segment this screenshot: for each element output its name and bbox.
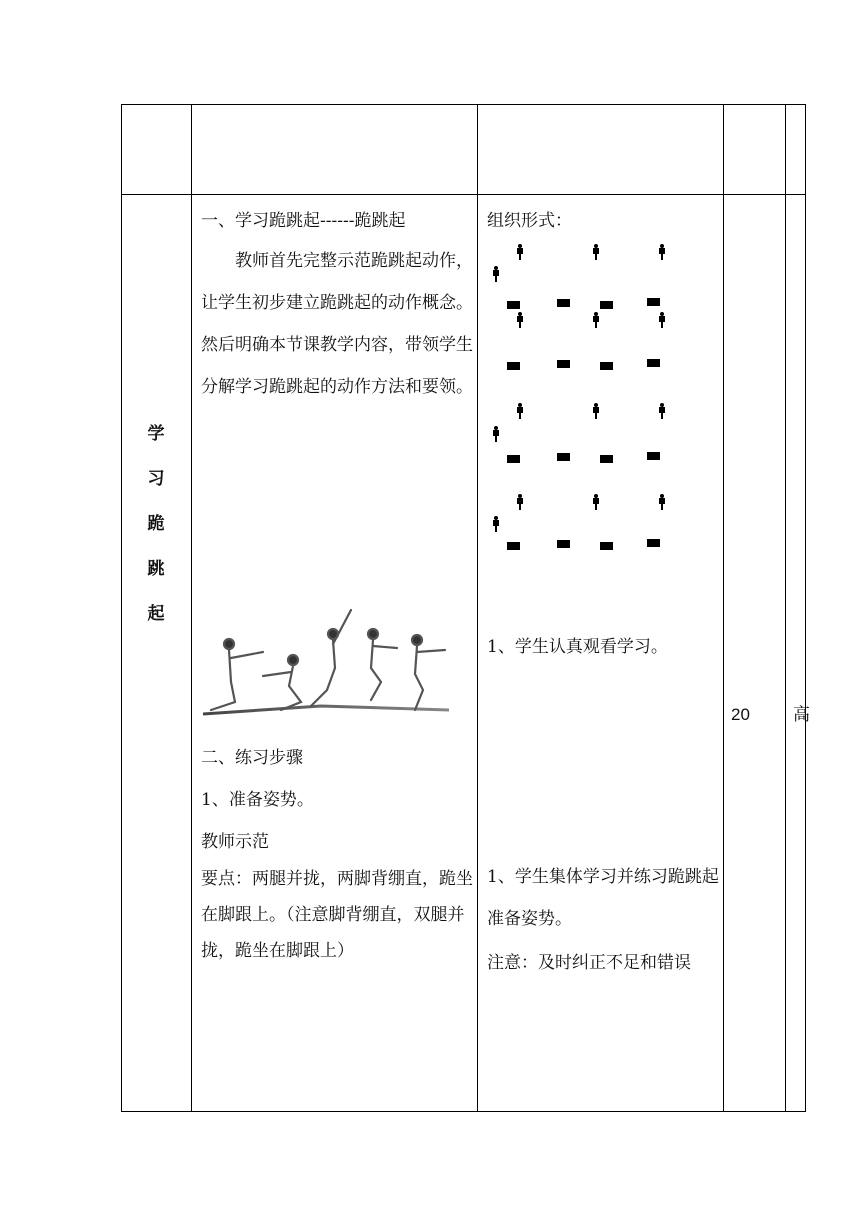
intro-paragraph: 教师首先完整示范跪跳起动作，让学生初步建立跪跳起的动作概念。然后明确本节课教学内容，带领学生分解学习跪跳起的动作方法和要领。 bbox=[201, 251, 473, 397]
mat-icon bbox=[507, 542, 520, 550]
student-icon bbox=[593, 244, 599, 260]
step-1: 1、准备姿势。 bbox=[201, 790, 314, 810]
lesson-table bbox=[121, 104, 810, 1112]
student-icon bbox=[517, 312, 523, 328]
student-icon bbox=[659, 244, 665, 260]
mat-icon bbox=[557, 360, 570, 368]
student-icon bbox=[593, 312, 599, 328]
mat-icon bbox=[557, 540, 570, 548]
student-icon bbox=[593, 403, 599, 419]
practice-note: 1、学生集体学习并练习跪跳起准备姿势。 bbox=[487, 867, 719, 929]
section-title-char: 起 bbox=[147, 604, 165, 624]
student-icon bbox=[517, 494, 523, 510]
mat-icon bbox=[647, 359, 660, 367]
section-title-char: 学 bbox=[147, 424, 165, 444]
student-icon bbox=[593, 494, 599, 510]
section-title bbox=[121, 412, 191, 637]
mat-icon bbox=[507, 301, 520, 309]
mat-icon bbox=[600, 455, 613, 463]
observe-note: 1、学生认真观看学习。 bbox=[487, 637, 668, 657]
key-points: 要点：两腿并拢，两脚背绷直，跪坐在脚跟上。（注意脚背绷直，双腿并拢，跪坐在脚跟上） bbox=[201, 869, 473, 961]
duration-value: 20 bbox=[731, 705, 750, 724]
student-icon bbox=[493, 426, 499, 442]
mat-icon bbox=[647, 539, 660, 547]
mat-icon bbox=[507, 455, 520, 463]
student-icon bbox=[659, 312, 665, 328]
kneeling-jump-illustration bbox=[201, 606, 451, 716]
steps-cell bbox=[201, 741, 473, 969]
mat-icon bbox=[557, 299, 570, 307]
mat-icon bbox=[600, 301, 613, 309]
student-icon bbox=[517, 403, 523, 419]
mat-icon bbox=[600, 542, 613, 550]
intensity-value: 高 bbox=[793, 705, 810, 725]
student-icon bbox=[659, 403, 665, 419]
table-divider bbox=[785, 104, 786, 1112]
row-divider bbox=[121, 194, 806, 195]
content-cell bbox=[201, 204, 473, 408]
organization-label: 组织形式： bbox=[487, 211, 572, 231]
student-icon bbox=[493, 266, 499, 282]
section-title-char: 习 bbox=[147, 469, 165, 489]
section-title-char: 跳 bbox=[147, 559, 165, 579]
table-divider bbox=[191, 104, 192, 1112]
student-icon bbox=[517, 244, 523, 260]
attention-note: 注意：及时纠正不足和错误 bbox=[487, 953, 691, 973]
table-divider bbox=[477, 104, 478, 1112]
student-icon bbox=[493, 516, 499, 532]
mat-icon bbox=[647, 452, 660, 460]
heading-learn: 一、学习跪跳起------跪跳起 bbox=[201, 211, 406, 231]
table-divider bbox=[723, 104, 724, 1112]
mat-icon bbox=[600, 362, 613, 370]
mat-icon bbox=[557, 453, 570, 461]
mat-icon bbox=[507, 362, 520, 370]
heading-steps: 二、练习步骤 bbox=[201, 748, 303, 768]
table-border-right bbox=[805, 104, 806, 1112]
teacher-demo: 教师示范 bbox=[201, 832, 269, 852]
formation-diagram bbox=[487, 240, 717, 560]
mat-icon bbox=[647, 298, 660, 306]
student-icon bbox=[659, 494, 665, 510]
table-border-top bbox=[121, 104, 806, 105]
section-title-char: 跪 bbox=[147, 514, 165, 534]
table-border-bottom bbox=[121, 1111, 806, 1112]
